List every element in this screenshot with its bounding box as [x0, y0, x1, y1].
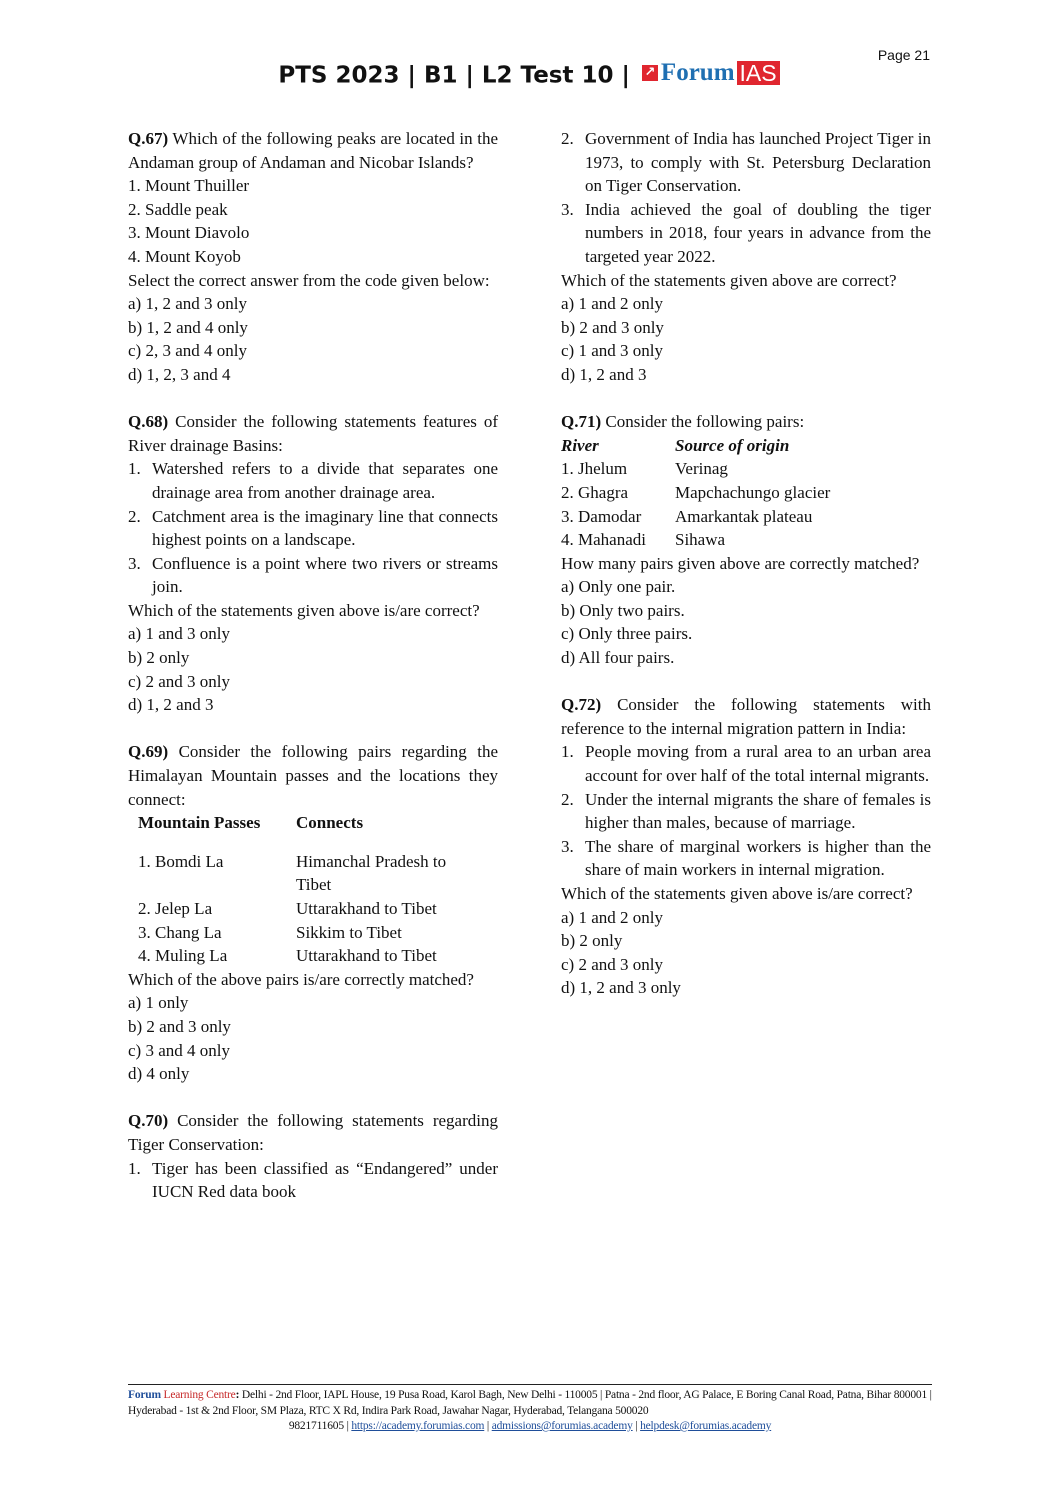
separator: |	[484, 1420, 492, 1432]
option-line: b) 2 only	[128, 648, 190, 668]
table-cell: Verinag	[675, 459, 728, 479]
statement-item	[561, 127, 931, 198]
table-row	[561, 505, 830, 529]
left-column	[128, 127, 498, 1227]
right-column	[561, 127, 931, 1024]
question-prompt	[128, 968, 498, 992]
question-number: Q.71)	[561, 412, 602, 432]
text: Select the correct answer from the code given below:	[128, 270, 490, 290]
footer-colon: :	[235, 1389, 240, 1401]
footer	[128, 1384, 932, 1435]
table-cell: Uttarakhand to Tibet	[296, 946, 437, 966]
page-title	[0, 59, 1058, 90]
footer-addresses: Delhi - 2nd Floor, IAPL House, 19 Pusa Road, Karol Bagh, New Delhi - 110005 | Patna - 2nd floor, AG Palace, E Boring Canal Road, Patna, Bihar 800001 | Hyderabad - 1st & 2nd Floor, SM Plaza, RTC X Rd, Indira Park Road, Jawahar Nagar, Hyderabad, Telangana 500020	[128, 1389, 932, 1417]
statement-number: 1.	[128, 1158, 141, 1178]
statement-text: Tiger has been classified as “Endangered” under IUCN Red data book	[152, 1158, 498, 1202]
statement-item	[128, 505, 498, 552]
question-stem	[561, 410, 931, 434]
table-header	[561, 434, 830, 458]
question-prompt	[561, 552, 931, 576]
option-line: a) 1 only	[128, 993, 189, 1013]
separator: |	[343, 1420, 352, 1432]
text: Consider the following statements features of River drainage Basins:	[128, 412, 498, 455]
option-line: d) 1, 2 and 3	[561, 364, 647, 384]
table-row	[128, 921, 476, 945]
forumias-logo: ↗ Forum IAS	[642, 59, 780, 87]
option-line: 2. Saddle peak	[128, 199, 228, 219]
question	[561, 410, 931, 670]
option-line: c) 2 and 3 only	[561, 954, 663, 974]
question-number: Q.68)	[128, 412, 169, 432]
statement-text: Confluence is a point where two rivers or streams join.	[152, 553, 498, 597]
statement-number: 2.	[561, 129, 574, 148]
table-row	[561, 481, 830, 505]
statement-text: Under the internal migrants the share of females is higher than males, because of marriage.	[585, 789, 931, 833]
option-line: 3. Mount Diavolo	[128, 223, 250, 243]
question-stem	[128, 127, 498, 174]
statement-number: 3.	[128, 553, 141, 573]
statement-item	[561, 788, 931, 835]
option-line: a) Only one pair.	[561, 577, 676, 597]
question-prompt	[128, 599, 498, 623]
option-line: b) Only two pairs.	[561, 600, 685, 620]
option-line: 1. Mount Thuiller	[128, 176, 250, 196]
statement-item	[128, 552, 498, 599]
table-header	[128, 811, 476, 850]
statement-item	[128, 457, 498, 504]
option-line: d) 1, 2, 3 and 4	[128, 364, 231, 384]
option-line: c) 2, 3 and 4 only	[128, 341, 247, 361]
question-number: Q.70)	[128, 1111, 169, 1131]
option-line: d) 1, 2 and 3 only	[561, 978, 681, 998]
table-cell: 3. Chang La	[138, 922, 222, 942]
table-cell: Sihawa	[675, 530, 726, 550]
table-row	[561, 528, 830, 552]
table-row	[128, 897, 476, 921]
statement-number: 1.	[561, 742, 574, 762]
option-line: d) All four pairs.	[561, 648, 675, 668]
question-stem	[128, 410, 498, 457]
option-line: a) 1 and 2 only	[561, 294, 663, 314]
option-line: b) 2 and 3 only	[128, 1016, 231, 1036]
table-row	[561, 457, 830, 481]
statement-text: People moving from a rural area to an urban area account for over half of the total internal migrants.	[585, 742, 931, 786]
question-prompt	[561, 882, 931, 906]
header-cell: River	[561, 435, 599, 455]
table-cell: 1. Bomdi La	[138, 851, 224, 871]
statement-number: 1.	[128, 459, 141, 479]
table-cell: Amarkantak plateau	[675, 506, 813, 526]
table-cell: 2. Ghagra	[561, 482, 629, 502]
statement-number: 3.	[561, 199, 574, 219]
option-line: a) 1 and 3 only	[128, 624, 230, 644]
statement-number: 2.	[128, 506, 141, 526]
statement-text: The share of marginal workers is higher than the share of main workers in internal migration.	[585, 836, 931, 880]
question	[128, 410, 498, 717]
pairs-table	[128, 811, 476, 968]
text: Which of the above pairs is/are correctly matched?	[128, 969, 474, 989]
text: Consider the following statements regarding Tiger Conservation:	[128, 1111, 498, 1154]
question-number: Q.69)	[128, 742, 169, 762]
table-cell: 3. Damodar	[561, 506, 642, 526]
option-line: 4. Mount Koyob	[128, 246, 241, 266]
statement-item	[561, 198, 931, 269]
table-row	[128, 944, 476, 968]
header-cell: Source of origin	[675, 435, 790, 455]
footer-brand-sub: Learning Centre	[163, 1389, 236, 1401]
text: Which of the statements given above is/are correct?	[128, 600, 480, 620]
statement-item	[561, 835, 931, 882]
option-line: c) 2 and 3 only	[128, 671, 230, 691]
statement-number: 2.	[561, 789, 574, 809]
option-line: d) 4 only	[128, 1064, 190, 1084]
text: Which of the statements given above is/are correct?	[561, 884, 913, 903]
statement-text: India achieved the goal of doubling the tiger numbers in 2018, four years in advance from the targeted year 2022.	[585, 199, 931, 266]
table-row	[128, 850, 476, 897]
table-cell: Himanchal Pradesh to Tibet	[296, 851, 447, 895]
question-stem	[561, 693, 931, 740]
test-title: PTS 2023 | B1 | L2 Test 10 |	[278, 62, 630, 89]
text: Consider the following statements with reference to the internal migration pattern in India:	[561, 695, 931, 738]
footer-phone: 9821711605	[288, 1420, 344, 1432]
option-line: b) 2 only	[561, 931, 623, 951]
statement-item	[128, 1157, 498, 1204]
question	[128, 740, 498, 1085]
pairs-table	[561, 434, 830, 552]
table-cell: Mapchachungo glacier	[675, 482, 831, 502]
question-stem	[128, 1109, 498, 1156]
statement-text: Watershed refers to a divide that separates one drainage area from another drainage area.	[152, 459, 498, 502]
question-stem	[128, 740, 498, 811]
question-prompt	[128, 269, 498, 293]
statement-text: Catchment area is the imaginary line that connects highest points on a landscape.	[152, 506, 498, 550]
text: How many pairs given above are correctly matched?	[561, 553, 920, 573]
admissions-email-link[interactable]: admissions@forumias.academy	[491, 1420, 633, 1432]
option-line: c) 1 and 3 only	[561, 341, 663, 361]
question-number: Q.72)	[561, 695, 602, 715]
table-cell: 4. Muling La	[138, 946, 228, 966]
option-line: b) 1, 2 and 4 only	[128, 317, 248, 337]
question	[561, 127, 931, 387]
question	[128, 127, 498, 387]
statement-text: Government of India has launched Project Tiger in 1973, to comply with St. Petersburg Declaration on Tiger Conservation.	[585, 129, 931, 196]
table-cell: Uttarakhand to Tibet	[296, 899, 437, 918]
statement-number: 3.	[561, 836, 574, 856]
arrow-icon: ↗	[642, 65, 658, 81]
question-prompt	[561, 269, 931, 293]
page-number: Page 21	[877, 47, 930, 63]
text: Which of the following peaks are located in the Andaman group of Andaman and Nicobar Islands?	[128, 129, 498, 172]
text: Which of the statements given above are correct?	[561, 270, 897, 290]
option-line: d) 1, 2 and 3	[128, 695, 214, 715]
separator: |	[632, 1420, 641, 1432]
option-line: a) 1, 2 and 3 only	[128, 294, 247, 314]
option-line: b) 2 and 3 only	[561, 317, 664, 337]
option-line: a) 1 and 2 only	[561, 907, 663, 927]
question	[561, 693, 931, 1000]
table-cell: 2. Jelep La	[138, 899, 213, 918]
question-number: Q.67)	[128, 129, 169, 148]
option-line: c) Only three pairs.	[561, 624, 693, 644]
table-cell: 4. Mahanadi	[561, 530, 646, 550]
text: Consider the following pairs regarding the Himalayan Mountain passes and the locations they connect:	[128, 742, 499, 809]
text: Consider the following pairs:	[605, 412, 805, 432]
helpdesk-email-link[interactable]: helpdesk@forumias.academy	[640, 1420, 772, 1432]
header-cell: Mountain Passes	[138, 813, 261, 833]
option-line: c) 3 and 4 only	[128, 1040, 230, 1060]
statement-item	[561, 740, 931, 787]
table-cell: Sikkim to Tibet	[296, 922, 402, 942]
website-link[interactable]: https://academy.forumias.com	[351, 1420, 485, 1432]
footer-brand: Forum	[128, 1389, 161, 1401]
table-cell: 1. Jhelum	[561, 459, 628, 479]
question	[128, 1109, 498, 1203]
header-cell: Connects	[296, 813, 364, 833]
